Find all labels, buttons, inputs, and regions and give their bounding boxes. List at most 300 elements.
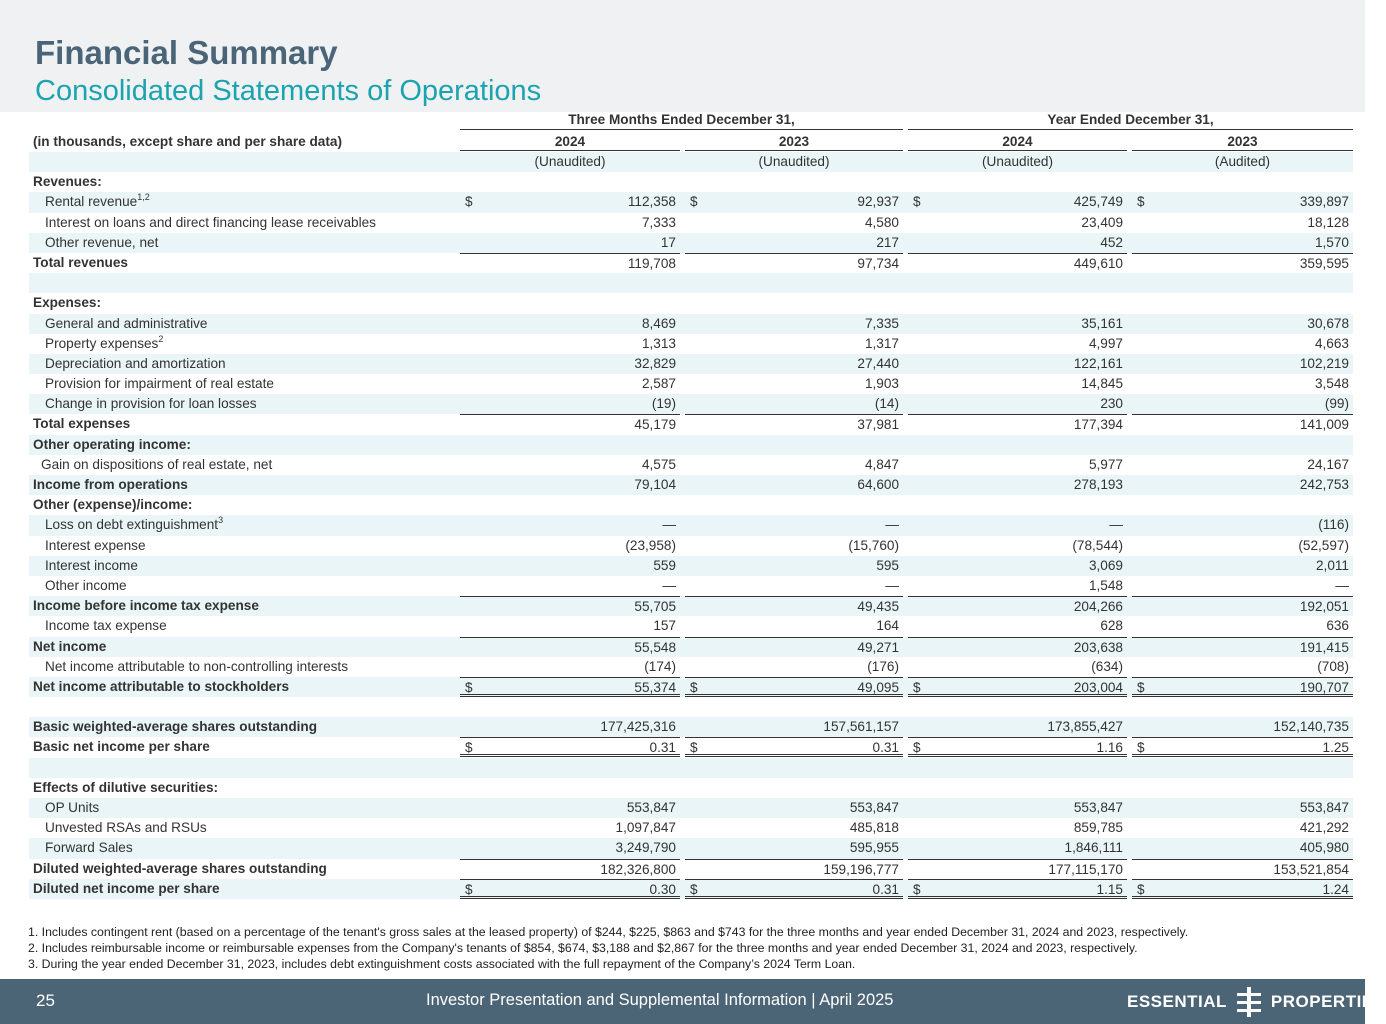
page-title: Financial Summary (35, 34, 338, 71)
row-label-text: Total revenues (33, 254, 128, 270)
row-label-text: Other (expense)/income: (33, 497, 193, 513)
value-cell (1132, 536, 1353, 556)
cell-value: 452 (1100, 234, 1123, 250)
table-row (29, 616, 1353, 636)
value-cell (685, 536, 903, 556)
table-row (29, 859, 1353, 879)
footnote-ref: 1,2 (137, 192, 150, 203)
row-label-text: Expenses: (33, 295, 102, 311)
value-cell (460, 818, 680, 838)
cell-value: 2,587 (641, 376, 676, 392)
value-cell (460, 637, 680, 657)
cell-value: (174) (644, 658, 676, 674)
footnote-1: 1. Includes contingent rent (based on a percentage of the tenant's gross sales at the leased property) of $244, $225, $863 and $743 for the three months and year ended December 31, 2024 and 2023, respectively. (28, 925, 1189, 939)
cell-value: (52,597) (1298, 537, 1349, 553)
value-cell (685, 616, 903, 636)
cell-value: 23,409 (1081, 214, 1123, 230)
value-cell (460, 253, 680, 273)
operations-table (29, 112, 1353, 899)
table-caption: (in thousands, except share and per share data) (33, 134, 342, 149)
value-cell (460, 172, 680, 192)
cell-value: 157 (653, 618, 676, 634)
value-cell (908, 737, 1127, 757)
currency-symbol: $ (1137, 881, 1145, 897)
value-cell (1132, 677, 1353, 697)
row-label (33, 596, 259, 616)
row-label (33, 495, 192, 515)
value-cell (908, 213, 1127, 233)
cell-value: 18,128 (1307, 214, 1349, 230)
value-cell (1132, 213, 1353, 233)
value-cell (1132, 172, 1353, 192)
value-cell (1132, 657, 1353, 677)
value-cell (460, 677, 680, 697)
cell-value: 14,845 (1081, 376, 1123, 392)
value-cell (460, 475, 680, 495)
table-row (29, 556, 1353, 576)
row-label (33, 172, 102, 192)
row-label-text: Interest expense (45, 537, 146, 553)
currency-symbol: $ (1137, 194, 1145, 210)
value-cell (460, 455, 680, 475)
cell-value: 190,707 (1299, 679, 1349, 695)
value-cell (460, 879, 680, 899)
row-label (33, 637, 106, 657)
table-row (29, 192, 1353, 212)
row-label (33, 859, 327, 879)
cell-value: 553,847 (1073, 800, 1123, 815)
table-row (29, 576, 1353, 596)
value-cell (1132, 314, 1353, 334)
cell-value: 1.24 (1322, 881, 1349, 897)
table-row (29, 818, 1353, 838)
table-row (29, 273, 1353, 293)
slide-header (0, 0, 1365, 112)
row-label-text: Basic net income per share (33, 739, 210, 755)
row-label (33, 737, 210, 757)
cell-value: 204,266 (1073, 599, 1123, 615)
cell-value: 8,469 (641, 315, 676, 331)
row-label-text: Other revenue, net (45, 234, 159, 250)
table-row (29, 334, 1353, 354)
value-cell (460, 697, 680, 717)
audit-status-3: (Unaudited) (981, 154, 1054, 169)
row-label (45, 213, 376, 233)
group-header-year: Year Ended December 31, (908, 112, 1353, 130)
cell-value: 278,193 (1073, 477, 1123, 492)
row-label-text: Unvested RSAs and RSUs (45, 820, 207, 836)
cell-value: 17 (660, 234, 676, 250)
value-cell (685, 374, 903, 394)
table-row (29, 293, 1353, 313)
cell-value: 628 (1100, 618, 1123, 634)
cell-value: 559 (653, 557, 676, 573)
value-cell (460, 273, 680, 293)
cell-value: 3,548 (1314, 376, 1349, 392)
cell-value: 55,374 (634, 679, 676, 695)
footnote-ref: 3 (218, 515, 224, 526)
row-label-text: Interest income (45, 557, 138, 573)
currency-symbol: $ (1137, 679, 1145, 695)
value-cell (460, 354, 680, 374)
cell-value: 173,855,427 (1047, 719, 1123, 735)
row-label-text: General and administrative (45, 315, 208, 331)
cell-value: 191,415 (1299, 639, 1349, 655)
value-cell (685, 657, 903, 677)
cell-value: 1.25 (1322, 740, 1349, 756)
cell-value: 553,847 (1299, 800, 1349, 815)
logo-mark-icon (1237, 987, 1261, 1017)
cell-value: 0.31 (649, 740, 676, 756)
value-cell (685, 576, 903, 596)
cell-value: (176) (867, 658, 899, 674)
value-cell (460, 414, 680, 434)
value-cell (1132, 576, 1353, 596)
row-label-text: Diluted net income per share (33, 880, 220, 896)
table-row (29, 637, 1353, 657)
value-cell (685, 475, 903, 495)
currency-symbol: $ (1137, 740, 1145, 756)
cell-value: 4,575 (641, 456, 676, 472)
value-cell (460, 758, 680, 778)
value-cell (685, 334, 903, 354)
audit-status-2: (Unaudited) (758, 154, 830, 169)
row-label (45, 536, 146, 556)
cell-value: 177,425,316 (600, 719, 676, 735)
row-label-text: Provision for impairment of real estate (45, 376, 274, 392)
row-label (45, 334, 163, 354)
cell-value: 2,011 (1315, 557, 1349, 573)
page-subtitle: Consolidated Statements of Operations (35, 75, 542, 107)
table-row (29, 374, 1353, 394)
value-cell (908, 758, 1127, 778)
cell-value: 49,435 (857, 599, 899, 615)
table-row (29, 394, 1353, 414)
value-cell (685, 192, 903, 212)
value-cell (685, 455, 903, 475)
cell-value: 421,292 (1299, 820, 1349, 836)
value-cell (1132, 475, 1353, 495)
value-cell (460, 435, 680, 455)
cell-value: 24,167 (1307, 456, 1349, 472)
cell-value: 339,897 (1299, 194, 1349, 210)
value-cell (460, 394, 680, 414)
cell-value: 0.30 (649, 881, 676, 897)
value-cell (1132, 394, 1353, 414)
value-cell (685, 798, 903, 818)
row-label (45, 374, 274, 394)
table-row (29, 515, 1353, 535)
cell-value: 405,980 (1299, 840, 1349, 856)
row-label-text: Income from operations (33, 477, 188, 492)
cell-value: 553,847 (626, 800, 676, 815)
row-label-text: Interest on loans and direct financing lease receivables (45, 214, 376, 230)
row-label (33, 253, 128, 273)
value-cell (908, 475, 1127, 495)
value-cell (685, 778, 903, 798)
currency-symbol: $ (690, 881, 698, 897)
cell-value: 153,521,854 (1273, 861, 1349, 877)
row-label (33, 293, 101, 313)
cell-value: 3,069 (1088, 557, 1123, 573)
currency-symbol: $ (913, 679, 921, 695)
footnote-2: 2. Includes reimbursable income or reimbursable expenses from the Company's tenants of $854, $674, $3,188 and $2,867 for the three months and year ended December 31, 2024 and 2023, respectively. (28, 941, 1138, 955)
value-cell (460, 233, 680, 253)
audit-status-1: (Unaudited) (534, 154, 606, 169)
value-cell (1132, 334, 1353, 354)
table-row (29, 435, 1353, 455)
cell-value: (14) (874, 396, 899, 412)
year-header-2: 2023 (685, 132, 903, 151)
year-header-3: 2024 (908, 132, 1127, 151)
row-label-text: Rental revenue (45, 194, 138, 210)
value-cell (685, 838, 903, 858)
row-label (45, 838, 133, 858)
table-row (29, 354, 1353, 374)
value-cell (460, 838, 680, 858)
value-cell (685, 556, 903, 576)
table-row (29, 495, 1353, 515)
cell-value: 1,317 (864, 335, 899, 351)
table-body (29, 172, 1353, 899)
value-cell (685, 253, 903, 273)
row-label-text: Income before income tax expense (33, 598, 259, 614)
cell-value: (23,958) (625, 537, 676, 553)
value-cell (908, 536, 1127, 556)
cell-value: 45,179 (634, 417, 676, 433)
value-cell (1132, 717, 1353, 737)
footer-text: Investor Presentation and Supplemental Information | April 2025 (426, 991, 894, 1009)
row-label-text: Forward Sales (45, 840, 133, 856)
value-cell (685, 677, 903, 697)
value-cell (908, 515, 1127, 535)
cell-value: 112,358 (627, 194, 676, 210)
value-cell (1132, 758, 1353, 778)
cell-value: 425,749 (1073, 194, 1123, 210)
cell-value: 4,997 (1088, 335, 1123, 351)
value-cell (460, 293, 680, 313)
cell-value: 242,753 (1299, 477, 1349, 492)
value-cell (1132, 374, 1353, 394)
cell-value: 102,219 (1299, 355, 1349, 371)
value-cell (908, 394, 1127, 414)
value-cell (685, 314, 903, 334)
year-header-1: 2024 (460, 132, 680, 151)
value-cell (685, 697, 903, 717)
value-cell (908, 293, 1127, 313)
table-row (29, 737, 1353, 757)
value-cell (685, 293, 903, 313)
row-label-text: Net income (33, 638, 107, 654)
cell-value: 0.31 (872, 881, 899, 897)
value-cell (460, 798, 680, 818)
table-row (29, 455, 1353, 475)
row-label (45, 354, 226, 374)
cell-value: 859,785 (1073, 820, 1123, 836)
row-label-text: Loss on debt extinguishment (45, 517, 219, 533)
value-cell (685, 495, 903, 515)
cell-value: 595 (876, 557, 899, 573)
value-cell (1132, 455, 1353, 475)
currency-symbol: $ (465, 740, 473, 756)
table-row (29, 677, 1353, 697)
row-label (45, 657, 348, 677)
value-cell (460, 657, 680, 677)
value-cell (908, 879, 1127, 899)
value-cell (460, 616, 680, 636)
value-cell (685, 394, 903, 414)
table-row (29, 414, 1353, 434)
year-header-4: 2023 (1132, 132, 1353, 151)
cell-value: 164 (876, 618, 899, 634)
row-label-text: Diluted weighted-average shares outstanding (33, 860, 327, 876)
value-cell (908, 818, 1127, 838)
value-cell (908, 455, 1127, 475)
row-label (33, 778, 218, 798)
value-cell (1132, 192, 1353, 212)
value-cell (908, 314, 1127, 334)
footnote-3: 3. During the year ended December 31, 2023, includes debt extinguishment costs associated with the full repayment of the Company’s 2024 Term Loan. (28, 957, 856, 971)
row-label-text: Other income (45, 577, 127, 593)
value-cell (685, 737, 903, 757)
value-cell (1132, 879, 1353, 899)
cell-value: 1,570 (1314, 234, 1349, 250)
cell-value: (634) (1091, 658, 1123, 674)
essential-properties-logo (1127, 989, 1386, 1015)
currency-symbol: $ (465, 881, 473, 897)
cell-value: 55,705 (634, 599, 676, 615)
value-cell (685, 637, 903, 657)
value-cell (1132, 515, 1353, 535)
value-cell (685, 354, 903, 374)
row-label (45, 616, 167, 636)
table-row (29, 253, 1353, 273)
value-cell (1132, 495, 1353, 515)
group-header-three-months: Three Months Ended December 31, (460, 112, 903, 130)
cell-value: (116) (1318, 517, 1349, 533)
currency-symbol: $ (465, 679, 473, 695)
table-row (29, 798, 1353, 818)
value-cell (908, 596, 1127, 616)
value-cell (908, 859, 1127, 879)
value-cell (460, 596, 680, 616)
row-label (33, 717, 317, 737)
row-label (45, 233, 158, 253)
value-cell (908, 697, 1127, 717)
row-label-text: Revenues: (33, 174, 102, 190)
slide-footer (0, 979, 1386, 1024)
value-cell (908, 192, 1127, 212)
cell-value: 1,313 (641, 335, 676, 351)
value-cell (908, 233, 1127, 253)
value-cell (1132, 253, 1353, 273)
cell-value: 1.16 (1096, 740, 1123, 756)
value-cell (908, 778, 1127, 798)
cell-value: 1,846,111 (1064, 840, 1123, 856)
row-label-text: Other operating income: (33, 436, 191, 452)
value-cell (908, 798, 1127, 818)
currency-symbol: $ (913, 194, 921, 210)
row-label (45, 818, 207, 838)
table-row (29, 172, 1353, 192)
value-cell (460, 314, 680, 334)
row-label-text: Basic weighted-average shares outstanding (33, 719, 318, 735)
cell-value: (15,760) (848, 537, 899, 553)
row-label (45, 394, 257, 414)
value-cell (460, 515, 680, 535)
table-row (29, 536, 1353, 556)
row-label (45, 576, 127, 596)
value-cell (460, 556, 680, 576)
cell-value: 177,394 (1073, 417, 1123, 433)
row-label-text: OP Units (45, 800, 100, 815)
value-cell (908, 435, 1127, 455)
table-row (29, 314, 1353, 334)
value-cell (1132, 435, 1353, 455)
cell-value: 4,580 (864, 214, 899, 230)
table-row (29, 233, 1353, 253)
value-cell (1132, 616, 1353, 636)
table-group-header-row (29, 112, 1353, 132)
table-row (29, 697, 1353, 717)
cell-value: 49,095 (857, 679, 899, 695)
value-cell (1132, 778, 1353, 798)
cell-value: 30,678 (1307, 315, 1349, 331)
value-cell (460, 778, 680, 798)
cell-value: 182,326,800 (600, 861, 676, 877)
row-label (33, 879, 220, 899)
value-cell (908, 172, 1127, 192)
value-cell (1132, 596, 1353, 616)
cell-value: 485,818 (849, 820, 899, 836)
cell-value: 449,610 (1073, 255, 1123, 271)
value-cell (1132, 818, 1353, 838)
value-cell (685, 717, 903, 737)
cell-value: 49,271 (857, 639, 899, 655)
value-cell (460, 859, 680, 879)
value-cell (1132, 859, 1353, 879)
cell-value: 5,977 (1088, 456, 1123, 472)
value-cell (908, 253, 1127, 273)
audit-status-4: (Audited) (1214, 154, 1271, 169)
row-label-text: Gain on dispositions of real estate, net (41, 456, 273, 472)
cell-value: — (885, 577, 899, 593)
cell-value: 636 (1326, 618, 1349, 634)
currency-symbol: $ (913, 881, 921, 897)
cell-value: 203,004 (1073, 679, 1123, 695)
value-cell (1132, 273, 1353, 293)
value-cell (460, 334, 680, 354)
value-cell (908, 616, 1127, 636)
cell-value: 55,548 (634, 639, 676, 655)
cell-value: 230 (1100, 396, 1123, 412)
cell-value: 1,097,847 (615, 820, 676, 836)
value-cell (908, 637, 1127, 657)
value-cell (1132, 637, 1353, 657)
row-label-text: Total expenses (33, 416, 131, 432)
value-cell (908, 556, 1127, 576)
cell-value: 1,548 (1088, 577, 1123, 593)
value-cell (685, 758, 903, 778)
row-label (45, 314, 207, 334)
value-cell (460, 213, 680, 233)
value-cell (1132, 697, 1353, 717)
table-year-header-row (29, 132, 1353, 152)
cell-value: 7,333 (641, 214, 676, 230)
value-cell (908, 374, 1127, 394)
value-cell (460, 576, 680, 596)
currency-symbol: $ (913, 740, 921, 756)
